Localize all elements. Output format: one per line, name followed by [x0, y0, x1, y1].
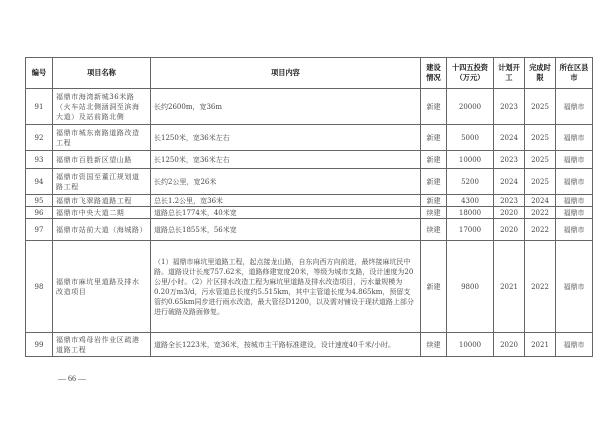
- cell-no: 99: [26, 333, 53, 357]
- cell-status: 新建: [421, 125, 447, 151]
- cell-name: 福鼎市海湾新城36米路（火车站北侧涵洞至滨海大道）及站前路北侧: [53, 89, 151, 125]
- cell-name: 福鼎市鸡母岩作业区疏港道路工程: [53, 333, 151, 357]
- table-row: [26, 195, 593, 207]
- cell-investment: 5000: [447, 125, 494, 151]
- cell-name: 福鼎市中央大道二期: [53, 207, 151, 219]
- table-row: [26, 125, 593, 151]
- header-no: 编号: [26, 58, 53, 89]
- cell-start: 2024: [494, 169, 525, 195]
- cell-name: 福鼎市城东南路道路改造工程: [53, 125, 151, 151]
- header-status: 建设情况: [421, 58, 447, 89]
- cell-end: 2025: [525, 169, 556, 195]
- cell-start: 2023: [494, 195, 525, 207]
- cell-investment: 9800: [447, 241, 494, 333]
- table-row: [26, 241, 593, 333]
- table-row: [26, 333, 593, 357]
- table-row: [26, 89, 593, 125]
- cell-end: 2025: [525, 125, 556, 151]
- cell-no: 92: [26, 125, 53, 151]
- cell-end: 2024: [525, 195, 556, 207]
- cell-county: 福鼎市: [556, 333, 593, 357]
- cell-status: 新建: [421, 169, 447, 195]
- cell-start: 2023: [494, 89, 525, 125]
- cell-status: 续建: [421, 219, 447, 241]
- table-row: [26, 151, 593, 169]
- cell-end: 2025: [525, 89, 556, 125]
- cell-status: 续建: [421, 207, 447, 219]
- cell-content: 道路全长1223米，宽36米，按城市主干路标准建设，设计速度40千米/小时。: [151, 333, 421, 357]
- cell-end: 2021: [525, 333, 556, 357]
- table-header-row: [26, 58, 593, 89]
- cell-county: 福鼎市: [556, 241, 593, 333]
- cell-start: 2023: [494, 151, 525, 169]
- table-row: [26, 169, 593, 195]
- cell-status: 新建: [421, 89, 447, 125]
- cell-end: 2025: [525, 151, 556, 169]
- cell-no: 94: [26, 169, 53, 195]
- header-start: 计划开工: [494, 58, 525, 89]
- cell-county: 福鼎市: [556, 151, 593, 169]
- cell-name: 福鼎市麻坑里道路及排水改造项目: [53, 241, 151, 333]
- cell-content: 长1250米，宽36米左右: [151, 151, 421, 169]
- cell-start: 2024: [494, 125, 525, 151]
- table-row: [26, 219, 593, 241]
- cell-content: 道路总长1774米，40米宽: [151, 207, 421, 219]
- cell-status: 新建: [421, 151, 447, 169]
- cell-no: 91: [26, 89, 53, 125]
- cell-investment: 4300: [447, 195, 494, 207]
- cell-no: 97: [26, 219, 53, 241]
- cell-end: 2022: [525, 207, 556, 219]
- cell-content: 长1250米，宽36米左右: [151, 125, 421, 151]
- cell-content: 道路总长1855米，56米宽: [151, 219, 421, 241]
- cell-investment: 17000: [447, 219, 494, 241]
- cell-name: 福鼎市百胜新区望山路: [53, 151, 151, 169]
- cell-investment: 10000: [447, 333, 494, 357]
- cell-investment: 5200: [447, 169, 494, 195]
- cell-end: 2022: [525, 219, 556, 241]
- table-row: [26, 207, 593, 219]
- cell-content: 长约2600m，宽36m: [151, 89, 421, 125]
- cell-no: 98: [26, 241, 53, 333]
- header-investment: 十四五投资（万元）: [447, 58, 494, 89]
- cell-county: 福鼎市: [556, 89, 593, 125]
- cell-county: 福鼎市: [556, 207, 593, 219]
- cell-status: 续建: [421, 333, 447, 357]
- cell-investment: 10000: [447, 151, 494, 169]
- cell-no: 93: [26, 151, 53, 169]
- cell-name: 福鼎市资国至董江规划道路工程: [53, 169, 151, 195]
- cell-start: 2020: [494, 333, 525, 357]
- header-content: 项目内容: [151, 58, 421, 89]
- cell-content: 长约2公里，宽26米: [151, 169, 421, 195]
- cell-county: 福鼎市: [556, 219, 593, 241]
- page-number: — 66 —: [58, 374, 86, 383]
- cell-county: 福鼎市: [556, 169, 593, 195]
- cell-investment: 18000: [447, 207, 494, 219]
- header-county: 所在区县市: [556, 58, 593, 89]
- cell-name: 福鼎市飞翠路道路工程: [53, 195, 151, 207]
- cell-no: 96: [26, 207, 53, 219]
- cell-end: 2022: [525, 241, 556, 333]
- cell-investment: 20000: [447, 89, 494, 125]
- header-end: 完成时限: [525, 58, 556, 89]
- cell-county: 福鼎市: [556, 195, 593, 207]
- cell-status: 新建: [421, 195, 447, 207]
- cell-content: 总长1.2公里，宽36米: [151, 195, 421, 207]
- cell-status: 新建: [421, 241, 447, 333]
- cell-name: 福鼎市站前大道（海城路）: [53, 219, 151, 241]
- project-table: [25, 57, 593, 357]
- cell-county: 福鼎市: [556, 125, 593, 151]
- cell-start: 2020: [494, 207, 525, 219]
- cell-content: （1）福鼎市麻坑里道路工程，起点接龙山路，自东向西方向前进，最终接麻坑民中路。道路设计长度757.62米，道路修建宽度20米，等级为城市支路，设计速度为20公里/小时。（2）片区排水改造工程为麻坑里道路及排水改造项目，污水量规模为0.20万m3/d，污水管道总长度约5.515km，其中主管道长度为4.865km，预留支管约0.65km同步进行雨水改造，最大管径D1200，以及需对铺设于现状道路上部分进行破路及路面修复。: [151, 241, 421, 333]
- cell-start: 2020: [494, 219, 525, 241]
- header-name: 项目名称: [53, 58, 151, 89]
- cell-start: 2021: [494, 241, 525, 333]
- cell-no: 95: [26, 195, 53, 207]
